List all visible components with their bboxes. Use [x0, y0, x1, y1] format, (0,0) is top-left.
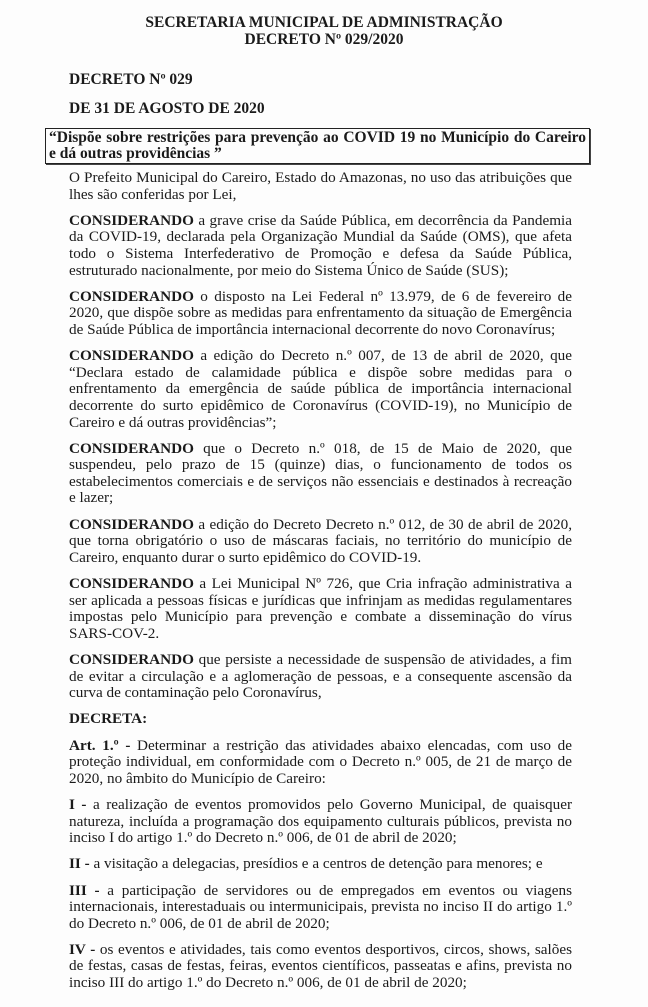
- inciso-lead: IV -: [69, 940, 96, 958]
- considerando-lead: CONSIDERANDO: [69, 439, 194, 457]
- considerando-lead: CONSIDERANDO: [69, 347, 194, 365]
- document-header: [0, 14, 648, 48]
- decree-date: DE 31 DE AGOSTO DE 2020: [69, 100, 265, 117]
- decree-summary: “Dispõe sobre restrições para prevenção ao COVID 19 no Município do Careiro e dá outras providências ”: [49, 129, 586, 162]
- decree-title: DECRETO Nº 029/2020: [244, 31, 404, 48]
- decreta-heading: DECRETA:: [69, 710, 148, 728]
- decree-summary-box: [45, 128, 590, 164]
- inciso-text: a participação de servidores ou de empregados em eventos ou viagens internacionais, interestaduais ou intermunicipais, prevista no inciso II do artigo 1.º do Decreto n.º 006, de 01 de abril de 2020;: [69, 881, 572, 932]
- inciso-lead: III -: [69, 881, 100, 899]
- considerando-paragraph: [69, 441, 572, 507]
- inciso-paragraph: [69, 856, 572, 873]
- considerando-paragraph: [69, 213, 572, 279]
- considerando-lead: CONSIDERANDO: [69, 211, 194, 229]
- inciso-paragraph: [69, 942, 572, 992]
- document-body: [69, 170, 572, 1001]
- inciso-lead: I -: [69, 795, 87, 813]
- considerando-paragraph: [69, 348, 572, 431]
- considerando-text: que persiste a necessidade de suspensão de atividades, a fim de evitar a circulação e a aglomeração de pessoas, e a consequente ascensão da curva de contaminação pelo Coronavírus,: [69, 651, 572, 702]
- inciso-paragraph: [69, 883, 572, 933]
- decree-number: DECRETO Nº 029: [69, 71, 193, 88]
- considerando-text: a edição do Decreto Decreto n.º 012, de 30 de abril de 2020, que torna obrigatório o uso de máscaras faciais, no território do município de Careiro, enquanto durar o surto epidêmico do COVID-19.: [69, 515, 572, 566]
- preamble: O Prefeito Municipal do Careiro, Estado do Amazonas, no uso das atribuições que lhes são conferidas por Lei,: [69, 169, 572, 203]
- considerando-lead: CONSIDERANDO: [69, 515, 194, 533]
- article-text: Determinar a restrição das atividades abaixo elencadas, com uso de proteção individual, em conformidade com o Decreto n.º 005, de 21 de março de 2020, no âmbito do Município de Careiro:: [69, 736, 572, 787]
- considerando-text: a grave crise da Saúde Pública, em decorrência da Pandemia da COVID-19, declarada pela Organização Mundial da Saúde (OMS), que afeta todo o Sistema Interfederativo de Promoção e defesa da Saúde Pública, estruturado nacionalmente, por meio do Sistema Único de Saúde (SUS);: [69, 211, 572, 279]
- considerando-paragraph: [69, 576, 572, 642]
- considerando-text: a Lei Municipal Nº 726, que Cria infração administrativa a ser aplicada a pessoas físicas e jurídicas que infrinjam as medidas regulamentares impostas pelo Município para prevenção e combate a disseminação do vírus SARS-COV-2.: [69, 575, 572, 642]
- inciso-text: os eventos e atividades, tais como eventos desportivos, circos, shows, salões de festas, casas de festas, feiras, eventos científicos, passeatas e afins, prevista no inciso III do artigo 1.º do Decreto n.º 006, de 01 de abril de 2020;: [69, 940, 572, 992]
- considerando-text: o disposto na Lei Federal nº 13.979, de 6 de fevereiro de 2020, que dispõe sobre as medidas para enfrentamento da situação de Emergência de Saúde Pública de importância internacional decorrente do novo Coronavírus;: [69, 287, 572, 338]
- considerando-lead: CONSIDERANDO: [69, 287, 194, 305]
- considerando-text: a edição do Decreto n.º 007, de 13 de abril de 2020, que “Declara estado de calamidade pública e dispõe sobre medidas para o enfrentamento da emergência de saúde pública de importância internacional decorrente do surto epidêmico de Coronavírus (COVID-19), no Município de Careiro e dá outras providências”;: [69, 347, 572, 431]
- article-lead: Art. 1.º -: [69, 736, 131, 754]
- considerando-lead: CONSIDERANDO: [69, 575, 194, 593]
- inciso-lead: II -: [69, 855, 90, 873]
- considerando-paragraph: [69, 289, 572, 339]
- considerando-paragraph: [69, 652, 572, 702]
- inciso-text: a visitação a delegacias, presídios e a centros de detenção para menores; e: [89, 855, 543, 873]
- inciso-paragraph: [69, 797, 572, 847]
- article-paragraph: [69, 738, 572, 788]
- considerando-text: que o Decreto n.º 018, de 15 de Maio de 2020, que suspendeu, pelo prazo de 15 (quinze) dias, o funcionamento de todos os estabelecimentos comerciais e de serviços não essenciais e destinados à recreação e lazer;: [69, 439, 572, 507]
- inciso-text: a realização de eventos promovidos pelo Governo Municipal, de quaisquer natureza, incluída a programação dos equipamento culturais públicos, prevista no inciso I do artigo 1.º do Decreto n.º 006, de 01 de abril de 2020;: [69, 795, 573, 847]
- considerando-paragraph: [69, 517, 572, 567]
- considerando-lead: CONSIDERANDO: [69, 651, 194, 668]
- secretariat-title: SECRETARIA MUNICIPAL DE ADMINISTRAÇÃO: [145, 14, 503, 31]
